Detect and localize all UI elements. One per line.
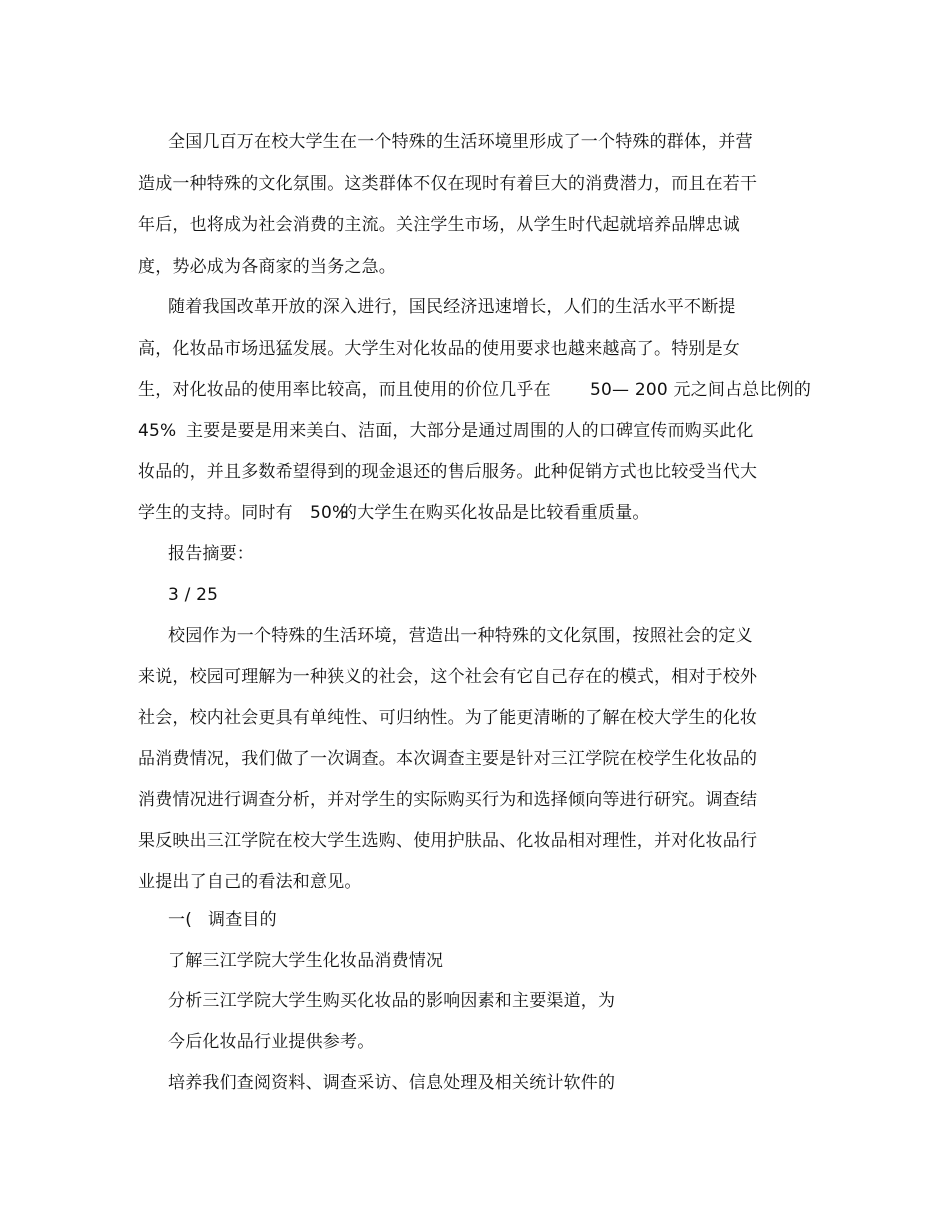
- paragraph-1-line-1: 全国几百万在校大学生在一个特殊的生活环境里形成了一个特殊的群体，并营: [168, 132, 753, 152]
- paragraph-2-line-4-text: 主要是要是用来美白、洁面，大部分是通过周围的人的口碑宣传而购买此化: [186, 421, 754, 441]
- section-title: 调查目的: [208, 910, 277, 930]
- percentage-45: 45%: [138, 421, 177, 441]
- paragraph-3-line-2: 来说，校园可理解为一种狭义的社会，这个社会有它自己存在的模式，相对于校外: [138, 667, 758, 687]
- page-number: 3 / 25: [168, 585, 219, 605]
- section-heading: [168, 910, 468, 932]
- paragraph-3-line-7: 业提出了自己的看法和意见。: [138, 872, 362, 892]
- paragraph-2-line-1: 随着我国改革开放的深入进行，国民经济迅速增长，人们的生活水平不断提: [168, 297, 736, 317]
- objective-2-line-1: 分析三江学院大学生购买化妆品的影响因素和主要渠道，为: [168, 991, 616, 1011]
- paragraph-2-line-2: 高，化妆品市场迅猛发展。大学生对化妆品的使用要求也越来越高了。特别是女: [138, 339, 740, 359]
- paragraph-1-line-4: 度，势必成为各商家的当务之急。: [138, 257, 396, 277]
- paragraph-2-line-4: [138, 421, 798, 443]
- percentage-50: 50%: [310, 503, 349, 523]
- section-number: 一(: [168, 910, 193, 930]
- paragraph-3-line-5: 消费情况进行调查分析，并对学生的实际购买行为和选择倾向等进行研究。调查结: [138, 790, 758, 810]
- report-summary-heading: 报告摘要：: [168, 544, 254, 564]
- paragraph-3-line-6: 果反映出三江学院在校大学生选购、使用护肤品、化妆品相对理性，并对化妆品行: [138, 831, 758, 851]
- paragraph-2-line-6: [138, 503, 798, 525]
- paragraph-1-line-2: 造成一种特殊的文化氛围。这类群体不仅在现时有着巨大的消费潜力，而且在若干: [138, 174, 758, 194]
- paragraph-2-line-3-range: 50— 200 元之间占总比例的: [590, 380, 812, 400]
- paragraph-2-line-3-text: 生，对化妆品的使用率比较高，而且使用的价位几乎在: [138, 380, 551, 400]
- paragraph-2-line-3: [138, 380, 812, 402]
- paragraph-1-line-3: 年后，也将成为社会消费的主流。关注学生市场，从学生时代起就培养品牌忠诚: [138, 215, 740, 235]
- paragraph-3-line-3: 社会，校内社会更具有单纯性、可归纳性。为了能更清晰的了解在校大学生的化妆: [138, 708, 758, 728]
- paragraph-2-line-6-text: 学生的支持。同时有: [138, 503, 293, 523]
- paragraph-3-line-4: 品消费情况，我们做了一次调查。本次调查主要是针对三江学院在校学生化妆品的: [138, 749, 758, 769]
- paragraph-2-line-5: 妆品的，并且多数希望得到的现金退还的售后服务。此种促销方式也比较受当代大: [138, 462, 758, 482]
- objective-3: 培养我们查阅资料、调查采访、信息处理及相关统计软件的: [168, 1073, 616, 1093]
- paragraph-2-line-6-end: 的大学生在购买化妆品是比较看重质量。: [340, 503, 650, 523]
- objective-1: 了解三江学院大学生化妆品消费情况: [168, 951, 444, 971]
- paragraph-3-line-1: 校园作为一个特殊的生活环境，营造出一种特殊的文化氛围，按照社会的定义: [168, 626, 753, 646]
- objective-2-line-2: 今后化妆品行业提供参考。: [168, 1032, 375, 1052]
